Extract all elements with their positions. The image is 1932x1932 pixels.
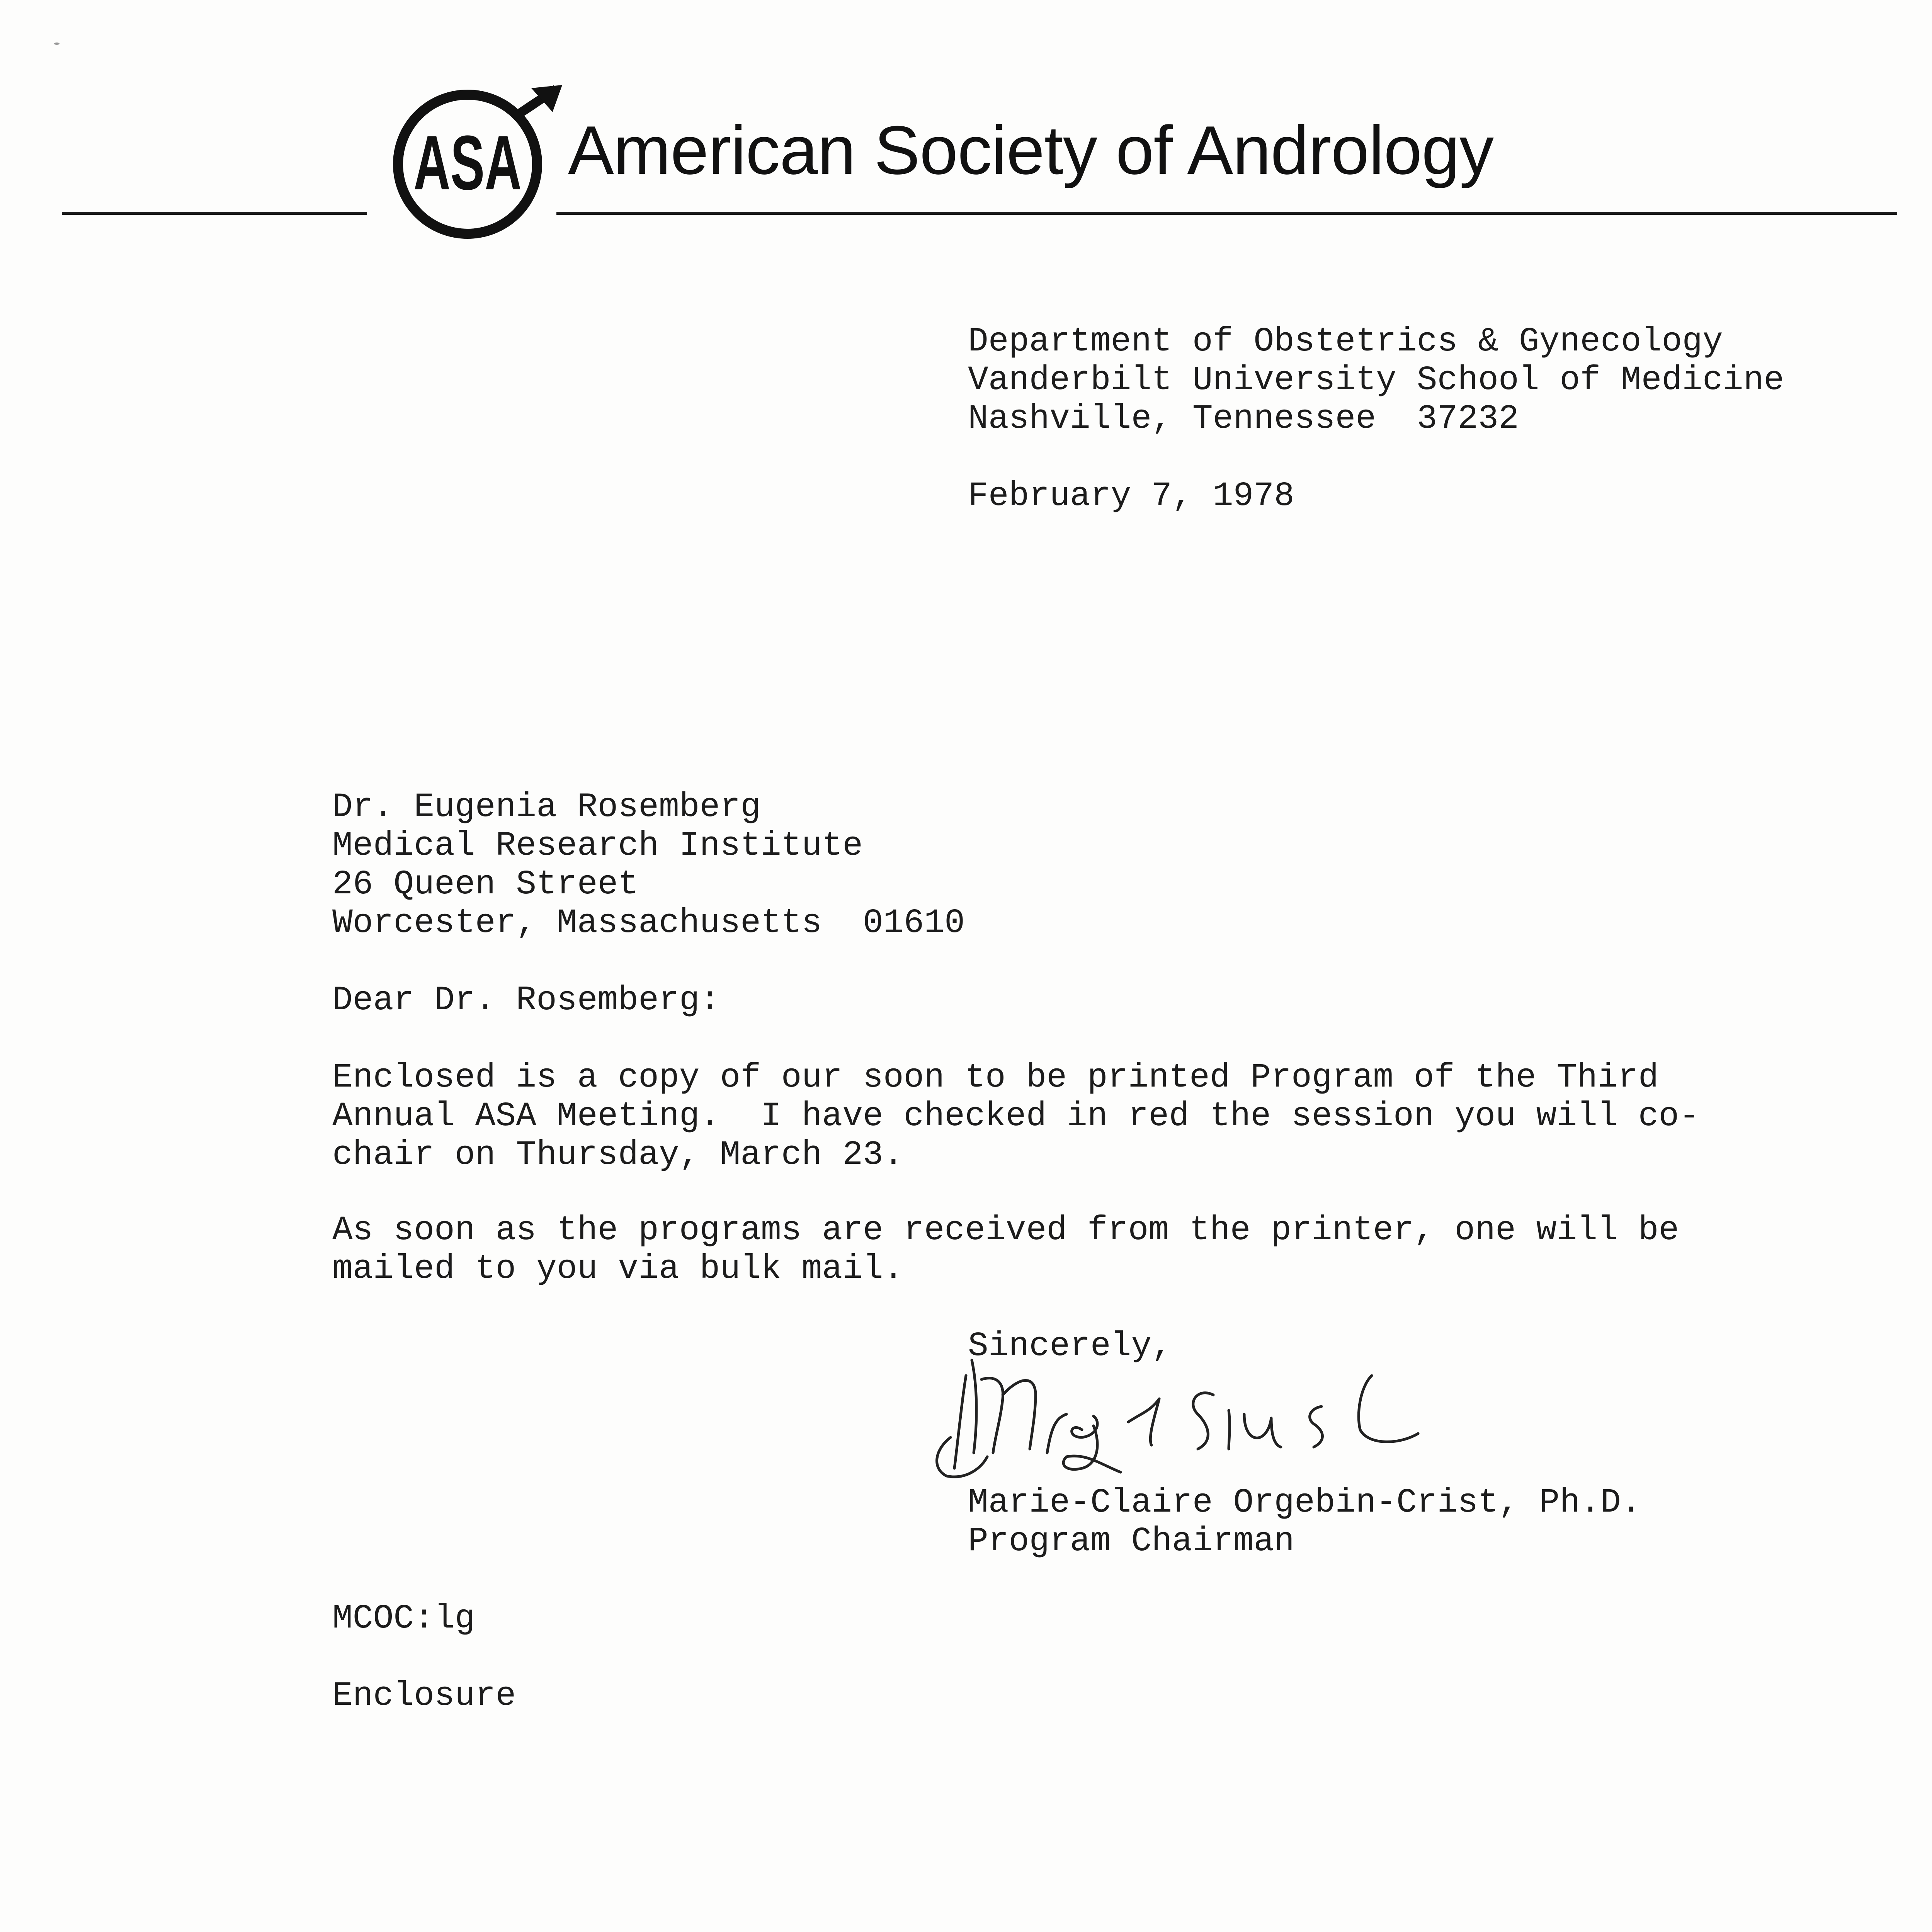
logo-text: ASA <box>413 120 522 206</box>
recipient-street: 26 Queen Street <box>332 866 639 904</box>
letterhead-rule-right <box>556 212 1897 215</box>
reference-initials: MCOC:lg <box>332 1600 475 1638</box>
body-line: Enclosed is a copy of our soon to be printed Program of the Third <box>332 1059 1659 1097</box>
organization-name: American Society of Andrology <box>568 112 1494 189</box>
body-line: Annual ASA Meeting. I have checked in red the session you will co- <box>332 1097 1700 1136</box>
recipient-city: Worcester, Massachusetts 01610 <box>332 904 965 942</box>
body-line: As soon as the programs are received from the printer, one will be <box>332 1211 1679 1250</box>
sender-city: Nashville, Tennessee 37232 <box>968 400 1519 438</box>
salutation: Dear Dr. Rosemberg: <box>332 981 720 1020</box>
signer-title: Program Chairman <box>968 1522 1294 1561</box>
paper-speck <box>54 43 60 45</box>
handwritten-signature <box>920 1352 1499 1492</box>
asa-logo-icon <box>386 85 572 240</box>
sender-department: Department of Obstetrics & Gynecology <box>968 323 1723 361</box>
signer-name: Marie-Claire Orgebin-Crist, Ph.D. <box>968 1484 1641 1522</box>
letterhead-rule-left <box>62 212 367 215</box>
body-line: chair on Thursday, March 23. <box>332 1136 904 1174</box>
enclosure-notation: Enclosure <box>332 1677 516 1715</box>
body-line: mailed to you via bulk mail. <box>332 1250 904 1288</box>
sender-school: Vanderbilt University School of Medicine <box>968 361 1784 400</box>
recipient-institution: Medical Research Institute <box>332 827 863 865</box>
letter-date: February 7, 1978 <box>968 477 1294 515</box>
closing: Sincerely, <box>968 1327 1172 1366</box>
recipient-name: Dr. Eugenia Rosemberg <box>332 788 761 827</box>
